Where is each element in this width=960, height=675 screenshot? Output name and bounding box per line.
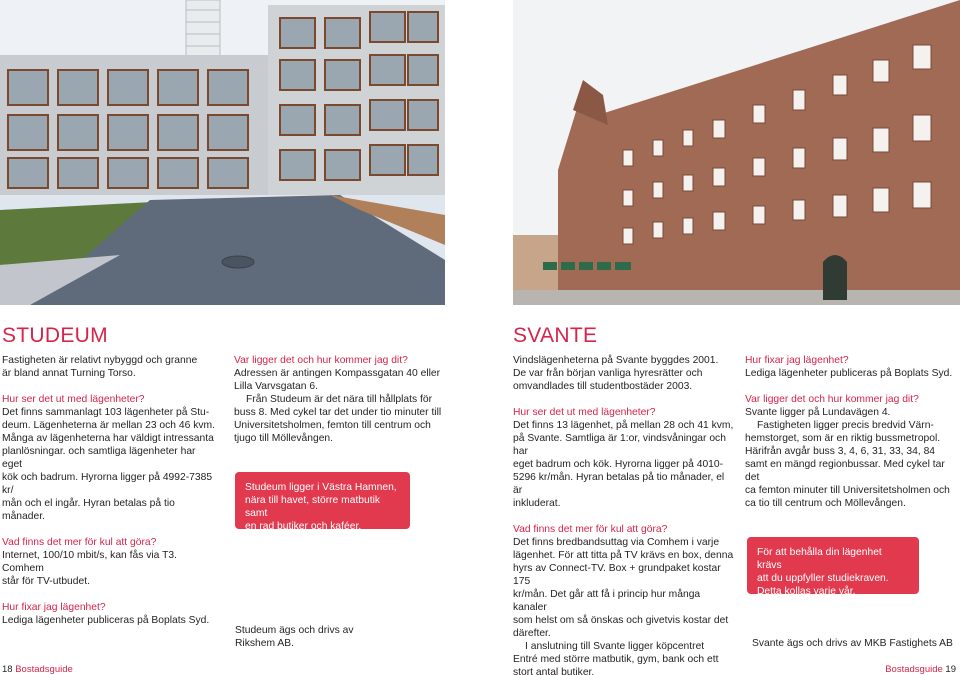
studeum-a-line: Lediga lägenheter publiceras på Boplats Syd. <box>2 615 210 626</box>
studeum-a-line: tjugo till Möllevången. <box>234 433 334 444</box>
svante-column-2 <box>745 354 957 510</box>
svante-q-fun: Vad finns det mer för kul att göra? <box>513 524 668 535</box>
svante-a-line: Svante ligger på Lundavägen 4. <box>745 407 891 418</box>
studeum-a-line: buss 8. Med cykel tar det under tio minuter till <box>234 407 442 418</box>
callout-line: För att behålla din lägenhet krävs <box>757 547 882 571</box>
studeum-q-location: Var ligger det och hur kommer jag dit? <box>234 355 408 366</box>
footer-title: Bostadsguide <box>885 664 943 675</box>
svante-q-apartments: Hur ser det ut med lägenheter? <box>513 407 656 418</box>
svante-a-line: Det finns 13 lägenhet, på mellan 28 och 41 kvm, <box>513 420 734 431</box>
studeum-a-line: Det finns sammanlagt 103 lägenheter på Stu- <box>2 407 210 418</box>
svante-a-line: inkluderat. <box>513 498 561 509</box>
svante-a-line: Fastigheten ligger precis bredvid Värn- <box>757 420 934 431</box>
studeum-a-line: Från Studeum är det nära till hållplats för <box>246 394 433 405</box>
svante-a-line: I anslutning till Svante ligger köpcentret <box>525 641 705 652</box>
studeum-a-line: mån och el ingår. Hyran betalas på tio månader. <box>2 498 175 522</box>
svante-q-how-to-get: Hur fixar jag lägenhet? <box>745 355 849 366</box>
svante-illustration <box>513 0 960 305</box>
svante-intro-line: De var från början vanliga hyresrätter och <box>513 368 703 379</box>
callout-line: att du uppfyller studiekraven. <box>757 573 889 584</box>
studeum-column-1 <box>2 354 217 627</box>
owner-line: Svante ägs och drivs av MKB Fastighets AB <box>752 638 953 649</box>
studeum-illustration <box>0 0 445 305</box>
svante-a-line: Det finns bredbandsuttag via Comhem i varje <box>513 537 720 548</box>
studeum-intro-line: är bland annat Turning Torso. <box>2 368 136 379</box>
page-number: 19 <box>945 664 956 675</box>
callout-line: Studeum ligger i Västra Hamnen, <box>245 482 397 493</box>
studeum-a-line: deum. Lägenheterna är mellan 23 och 46 kvm. <box>2 420 215 431</box>
svante-a-line: ca tio till centrum och Möllevången. <box>745 498 906 509</box>
studeum-intro-line: Fastigheten är relativt nybyggd och granne <box>2 355 198 366</box>
callout-line: Detta kollas varje vår. <box>757 586 856 597</box>
studeum-photo <box>0 0 445 305</box>
svante-heading: SVANTE <box>513 324 598 347</box>
studeum-q-how-to-get: Hur fixar jag lägenhet? <box>2 602 106 613</box>
svante-owner <box>752 637 953 650</box>
svante-a-line: därefter. <box>513 628 551 639</box>
page-number: 18 <box>2 664 13 675</box>
studeum-a-line: Universitetsholmen, femton till centrum och <box>234 420 431 431</box>
svante-a-line: lägenhet. För att titta på TV krävs en box, denna <box>513 550 734 561</box>
svante-a-line: stort antal butiker. <box>513 667 595 675</box>
studeum-a-line: kök och badrum. Hyrorna ligger på 4992-7385 kr/ <box>2 472 213 496</box>
svante-a-line: som helst om så önskas och givetvis kostar det <box>513 615 729 626</box>
svante-a-line: eget badrum och kök. Hyrorna ligger på 4010- <box>513 459 724 470</box>
svante-a-line: Entré med större matbutik, gym, bank och ett <box>513 654 719 665</box>
studeum-a-line: Adressen är antingen Kompassgatan 40 eller <box>234 368 441 379</box>
svante-a-line: Härifrån avgår buss 3, 4, 6, 31, 33, 34, 84 <box>745 446 936 457</box>
studeum-column-2 <box>234 354 449 445</box>
svante-callout <box>747 537 919 597</box>
svante-a-line: 5296 kr/mån. Hyran betalas på tio månader, el är <box>513 472 725 496</box>
studeum-a-line: planlösningar. och samtliga lägenheter har eget <box>2 446 196 470</box>
studeum-a-line: Lilla Varvsgatan 6. <box>234 381 318 392</box>
callout-line: en rad butiker och kaféer. <box>245 521 362 532</box>
svante-column-1 <box>513 354 735 675</box>
right-footer <box>885 664 956 675</box>
svante-a-line: ca femton minuter till Universitetsholmen och <box>745 485 950 496</box>
studeum-a-line: står för TV-utbudet. <box>2 576 90 587</box>
svante-intro-line: Vindslägenheterna på Svante byggdes 2001. <box>513 355 719 366</box>
studeum-a-line: Många av lägenheterna har väldigt intressanta <box>2 433 214 444</box>
left-footer <box>2 664 73 675</box>
owner-line: Studeum ägs och drivs av <box>235 625 354 636</box>
studeum-heading: STUDEUM <box>2 324 108 347</box>
svante-a-line: hemstorget, som är en riktig bussmetropol. <box>745 433 941 444</box>
svante-a-line: Lediga lägenheter publiceras på Boplats Syd. <box>745 368 953 379</box>
studeum-q-fun: Vad finns det mer för kul att göra? <box>2 537 157 548</box>
svante-a-line: hyrs av Connect-TV. Box + grundpaket kostar 175 <box>513 563 721 587</box>
svante-photo <box>513 0 960 305</box>
svante-q-location: Var ligger det och hur kommer jag dit? <box>745 394 919 405</box>
studeum-q-apartments: Hur ser det ut med lägenheter? <box>2 394 145 405</box>
svante-a-line: kr/mån. Det går att få i princip hur många kanaler <box>513 589 701 613</box>
svante-intro-line: omvandlades till studentbostäder 2003. <box>513 381 693 392</box>
studeum-owner <box>235 624 353 650</box>
svante-a-line: samt en mängd regionbussar. Med cykel tar det <box>745 459 945 483</box>
studeum-callout <box>235 472 410 532</box>
footer-title: Bostadsguide <box>15 664 73 675</box>
callout-line: nära till havet, större matbutik samt <box>245 495 381 519</box>
svante-a-line: på Svante. Samtliga är 1:or, vindsvåningar och har <box>513 433 726 457</box>
studeum-a-line: Internet, 100/10 mbit/s, kan fås via T3. Comhem <box>2 550 177 574</box>
owner-line: Rikshem AB. <box>235 638 294 649</box>
